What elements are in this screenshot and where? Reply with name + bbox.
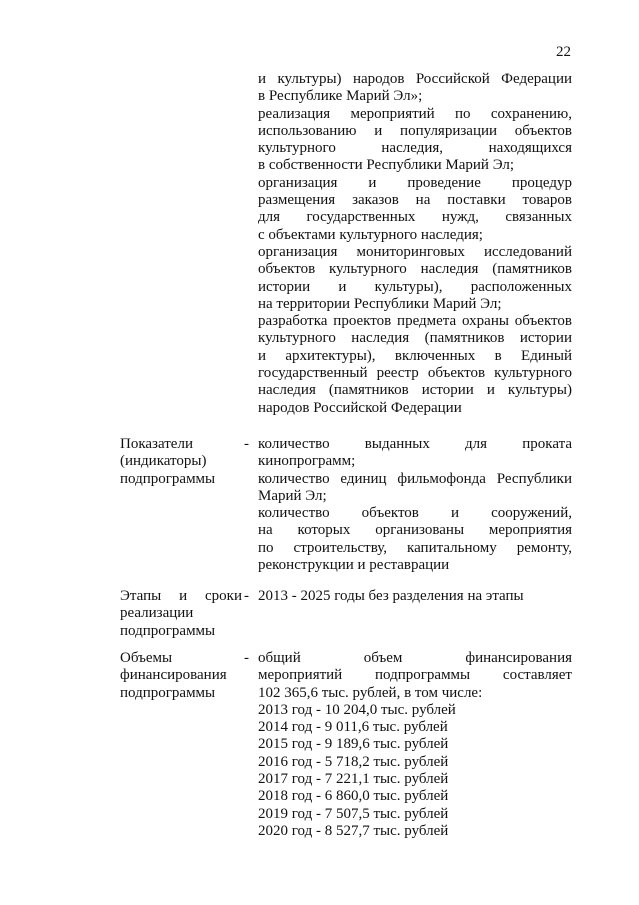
intro-line: размещения заказов на поставки товаров [258,192,572,209]
intro-line: и культуры) народов Российской Федерации [258,71,572,87]
funding-line: 2018 год - 6 860,0 тыс. рублей [258,788,449,805]
indicators-line: количество единиц фильмофонда Республики [258,470,572,487]
indicators-line: реконструкции и реставрации [258,557,450,574]
funding-line: 2020 год - 8 527,7 тыс. рублей [258,822,449,839]
funding-label [120,650,242,702]
funding-dash: - [244,650,249,666]
intro-line: в собственности Республики Марий Эл; [258,157,515,174]
funding-line: 2019 год - 7 507,5 тыс. рублей [258,805,449,822]
stages-dash: - [244,588,249,604]
intro-line: народов Российской Федерации [258,399,462,416]
funding-line: 2013 год - 10 204,0 тыс. рублей [258,701,456,718]
row-label-line: подпрограммы [120,470,216,487]
intro-line: разработка проектов предмета охраны объектов [258,313,572,330]
intro-line: использованию и популяризации объектов [258,122,572,139]
indicators-line: на которых организованы мероприятия [258,522,572,539]
funding-line: 2015 год - 9 189,6 тыс. рублей [258,736,449,753]
intro-line: истории и культуры), расположенных [258,278,572,295]
funding-line: мероприятий подпрограммы составляет [258,667,572,684]
funding-line: 2017 год - 7 221,1 тыс. рублей [258,771,449,788]
intro-line: с объектами культурного наследия; [258,226,483,243]
row-label-line: Показатели [120,436,193,452]
funding-line: 102 365,6 тыс. рублей, в том числе: [258,684,483,701]
row-label-line: Этапы и сроки [120,588,242,604]
stages-value [258,588,572,605]
intro-line: наследия (памятников истории и культуры) [258,382,572,399]
funding-value [258,650,572,840]
intro-line: организация мониторинговых исследований [258,243,572,260]
row-label-line: реализации [120,605,194,622]
intro-line: в Республике Марий Эл»; [258,88,423,105]
stages-label [120,588,242,640]
indicators-value [258,436,572,574]
indicators-dash: - [244,436,249,452]
intro-text [258,71,572,417]
page-number: 22 [556,44,571,60]
stages-line: 2013 - 2025 годы без разделения на этапы [258,588,524,604]
indicators-label [120,436,242,488]
intro-line: для государственных нужд, связанных [258,209,572,226]
funding-line: 2014 год - 9 011,6 тыс. рублей [258,719,448,736]
row-label-line: подпрограммы [120,622,216,639]
intro-line: организация и проведение процедур [258,174,572,191]
funding-line: общий объем финансирования [258,650,572,666]
intro-line: государственный реестр объектов культурного [258,365,572,382]
intro-line: объектов культурного наследия (памятников [258,261,572,278]
intro-line: и архитектуры), включенных в Единый [258,347,572,364]
row-label-line: Объемы [120,650,173,666]
row-label-line: финансирования [120,667,227,684]
row-label-line: подпрограммы [120,684,216,701]
indicators-line: Марий Эл; [258,487,327,504]
intro-line: на территории Республики Марий Эл; [258,295,502,312]
row-label-line: (индикаторы) [120,453,207,470]
intro-line: реализация мероприятий по сохранению, [258,105,572,122]
funding-line: 2016 год - 5 718,2 тыс. рублей [258,753,449,770]
intro-line: культурного наследия (памятников истории [258,330,572,347]
indicators-line: кинопрограмм; [258,453,356,470]
indicators-line: по строительству, капитальному ремонту, [258,539,572,556]
indicators-line: количество выданных для проката [258,436,572,452]
intro-line: культурного наследия, находящихся [258,140,572,157]
indicators-line: количество объектов и сооружений, [258,505,572,522]
